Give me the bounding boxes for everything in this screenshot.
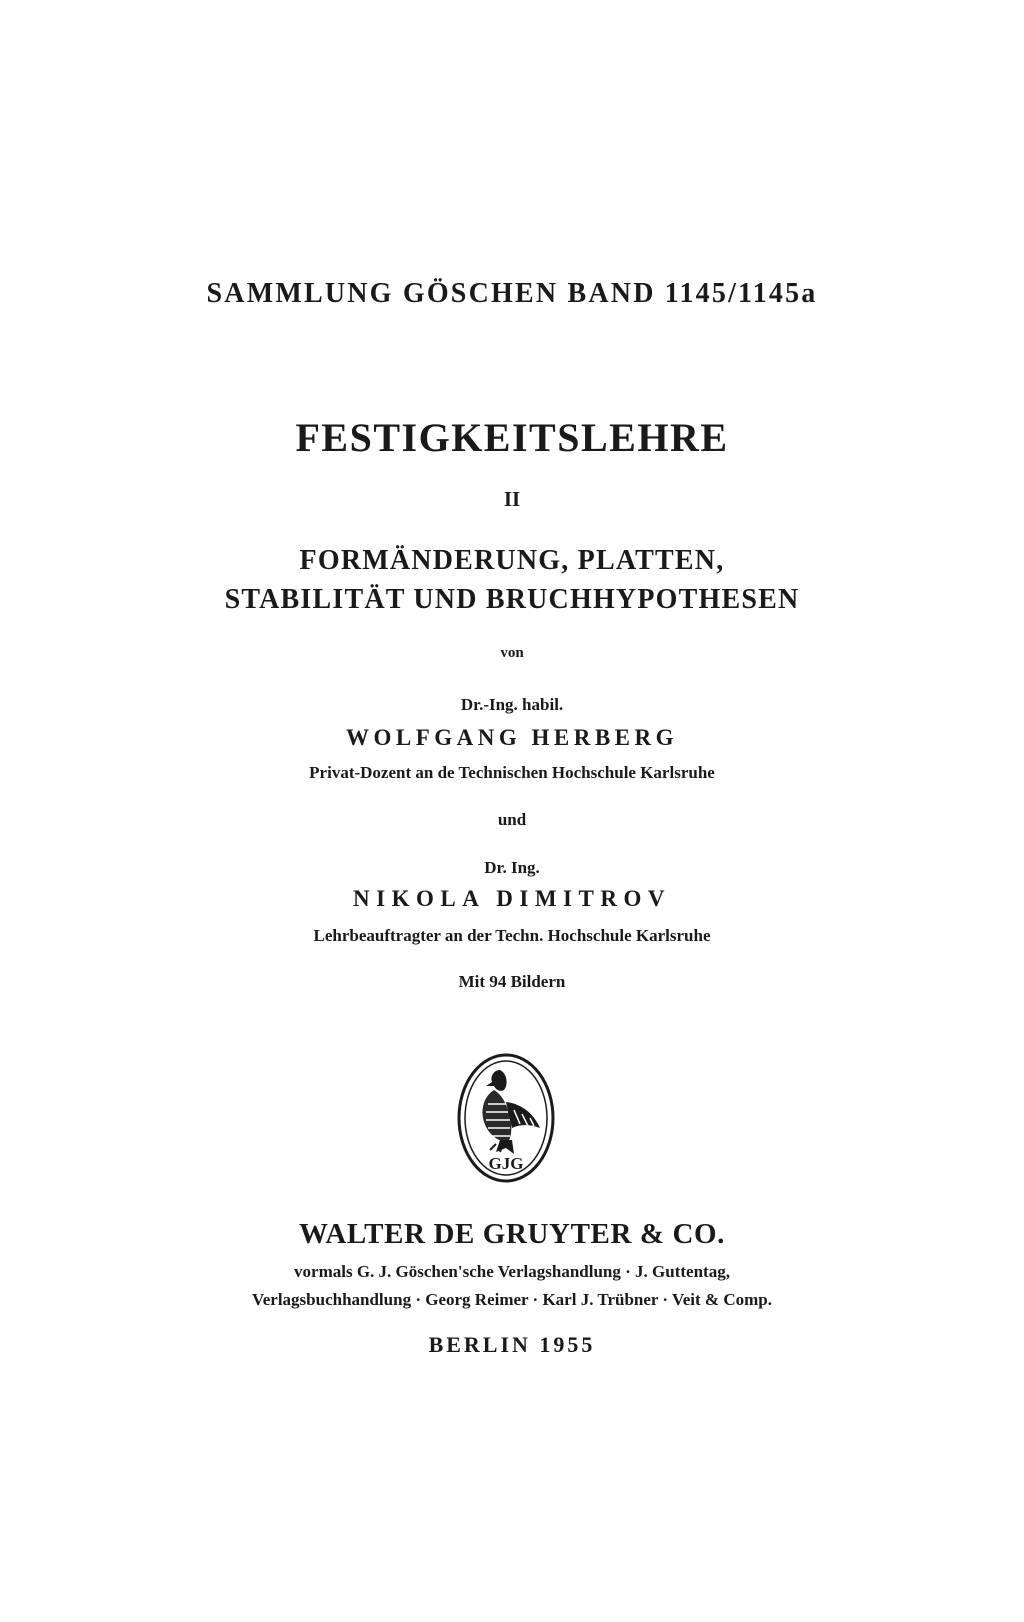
logo-monogram: GJG <box>488 1154 524 1173</box>
author2-affiliation: Lehrbeauftragter an der Techn. Hochschule Karlsruhe <box>313 926 711 945</box>
by-label: von <box>500 645 524 661</box>
author2-name: NIKOLA DIMITROV <box>353 886 671 911</box>
subtitle-line-1: FORMÄNDERUNG, PLATTEN, <box>299 545 725 576</box>
publisher-formerly-line-2: Verlagsbuchhandlung · Georg Reimer · Karl J. Trübner · Veit & Comp. <box>252 1290 772 1309</box>
author1-name: WOLFGANG HERBERG <box>345 725 679 750</box>
author1-degree: Dr.-Ing. habil. <box>460 695 564 714</box>
volume-number: II <box>503 487 521 511</box>
author2-degree: Dr. Ing. <box>484 858 540 877</box>
subtitle-line-2: STABILITÄT UND BRUCHHYPOTHESEN <box>224 584 800 615</box>
publication-city-year: BERLIN 1955 <box>428 1332 596 1357</box>
figures-note: Mit 94 Bildern <box>458 972 566 991</box>
book-title: FESTIGKEITSLEHRE <box>295 415 729 460</box>
publisher-formerly-line-1: vormals G. J. Göschen'sche Verlagshandlung · J. Guttentag, <box>294 1262 730 1281</box>
eagle-emblem-icon <box>456 1052 556 1184</box>
publisher-name: WALTER DE GRUYTER & CO. <box>298 1218 726 1250</box>
series-title: SAMMLUNG GÖSCHEN BAND 1145/1145a <box>206 278 818 309</box>
and-label: und <box>497 810 527 829</box>
author1-affiliation: Privat-Dozent an de Technischen Hochschule Karlsruhe <box>309 763 715 782</box>
